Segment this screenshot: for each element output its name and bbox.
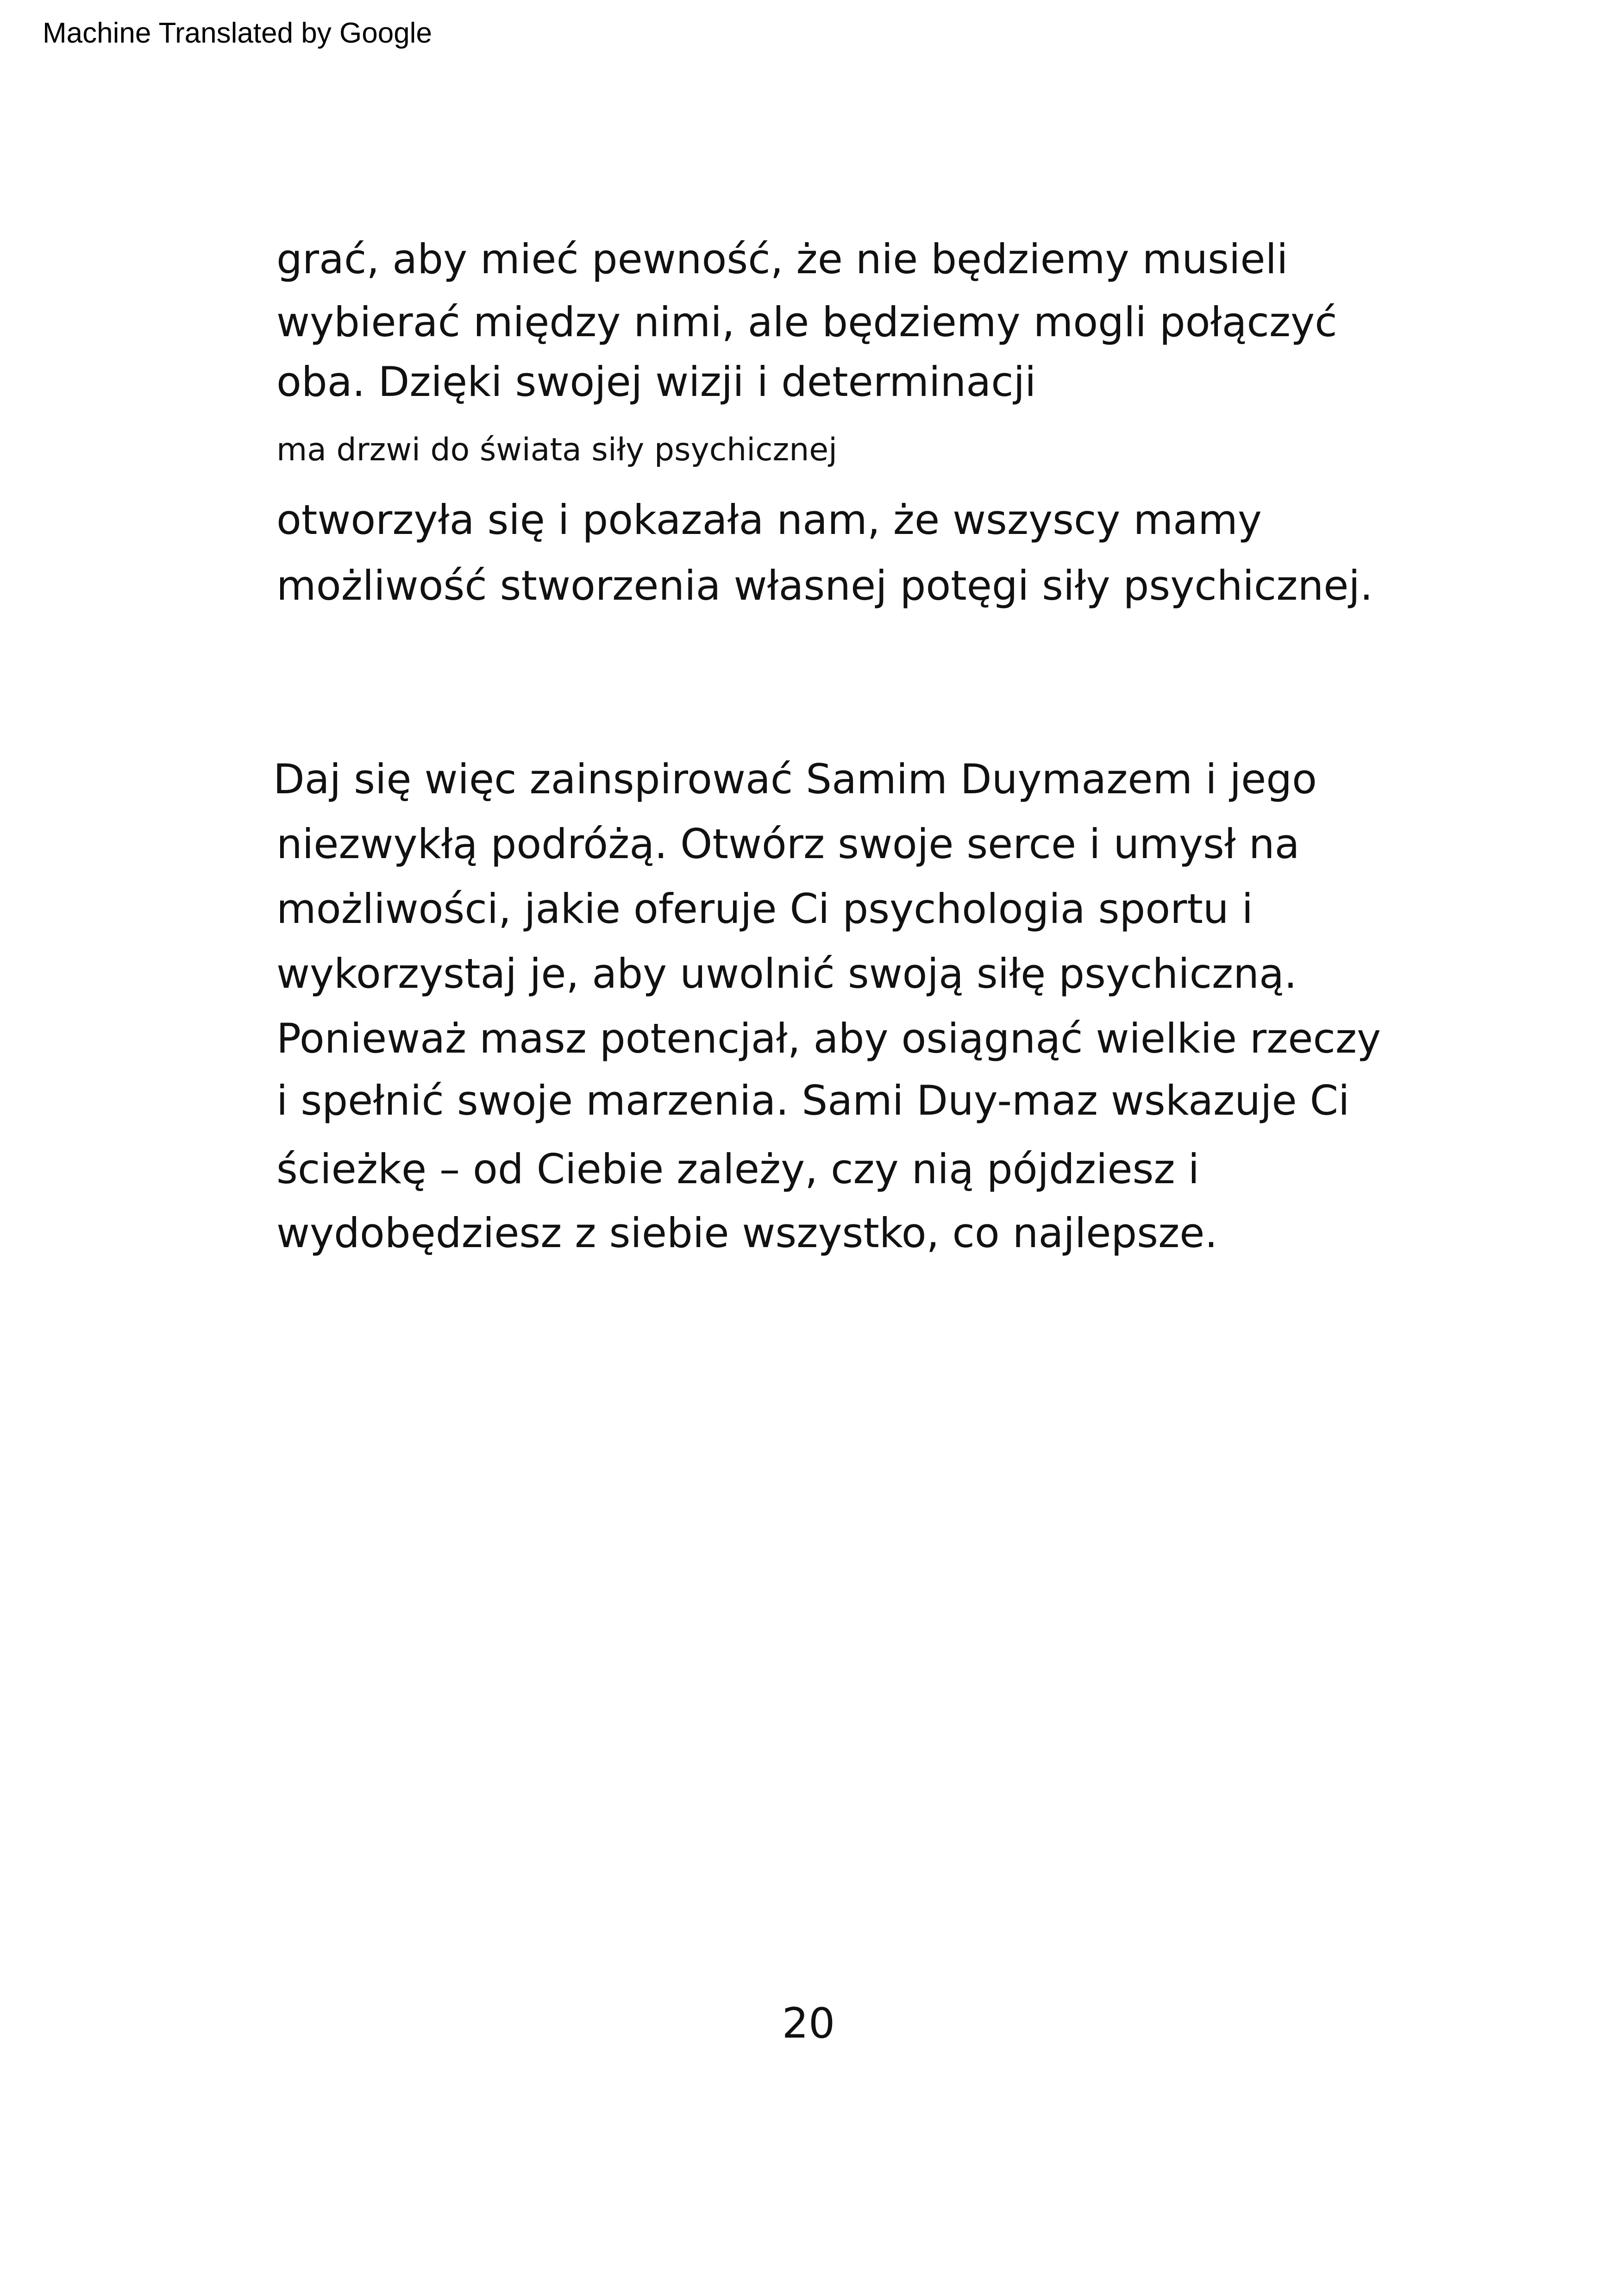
machine-translation-note: Machine Translated by Google <box>43 17 432 49</box>
paragraph-2-line-5: Ponieważ masz potencjał, aby osiągnąć wielkie rzeczy <box>276 1015 1381 1062</box>
paragraph-2-line-1: Daj się więc zainspirować Samim Duymazem i jego <box>273 755 1317 803</box>
page-number: 20 <box>782 1999 835 2048</box>
paragraph-2-line-3: możliwości, jakie oferuje Ci psychologia sportu i <box>276 885 1253 933</box>
paragraph-2-line-8: wydobędziesz z siebie wszystko, co najlepsze. <box>276 1209 1218 1257</box>
paragraph-1-line-6: możliwość stworzenia własnej potęgi siły psychicznej. <box>276 562 1373 609</box>
paragraph-2-line-4: wykorzystaj je, aby uwolnić swoją siłę psychiczną. <box>276 950 1297 997</box>
paragraph-2-line-7: ścieżkę – od Ciebie zależy, czy nią pójdziesz i <box>276 1145 1200 1193</box>
paragraph-1-line-2: wybierać między nimi, ale będziemy mogli połączyć <box>276 298 1337 346</box>
paragraph-2-line-6: i spełnić swoje marzenia. Sami Duy-maz wskazuje Ci <box>276 1077 1350 1124</box>
paragraph-1-line-3: oba. Dzięki swojej wizji i determinacji <box>276 358 1036 406</box>
paragraph-1-line-5: otworzyła się i pokazała nam, że wszyscy mamy <box>276 496 1262 544</box>
paragraph-2-line-2: niezwykłą podróżą. Otwórz swoje serce i umysł na <box>276 820 1300 868</box>
paragraph-1-line-1: grać, aby mieć pewność, że nie będziemy musieli <box>276 235 1288 283</box>
paragraph-1-line-4: ma drzwi do świata siły psychicznej <box>276 432 838 468</box>
